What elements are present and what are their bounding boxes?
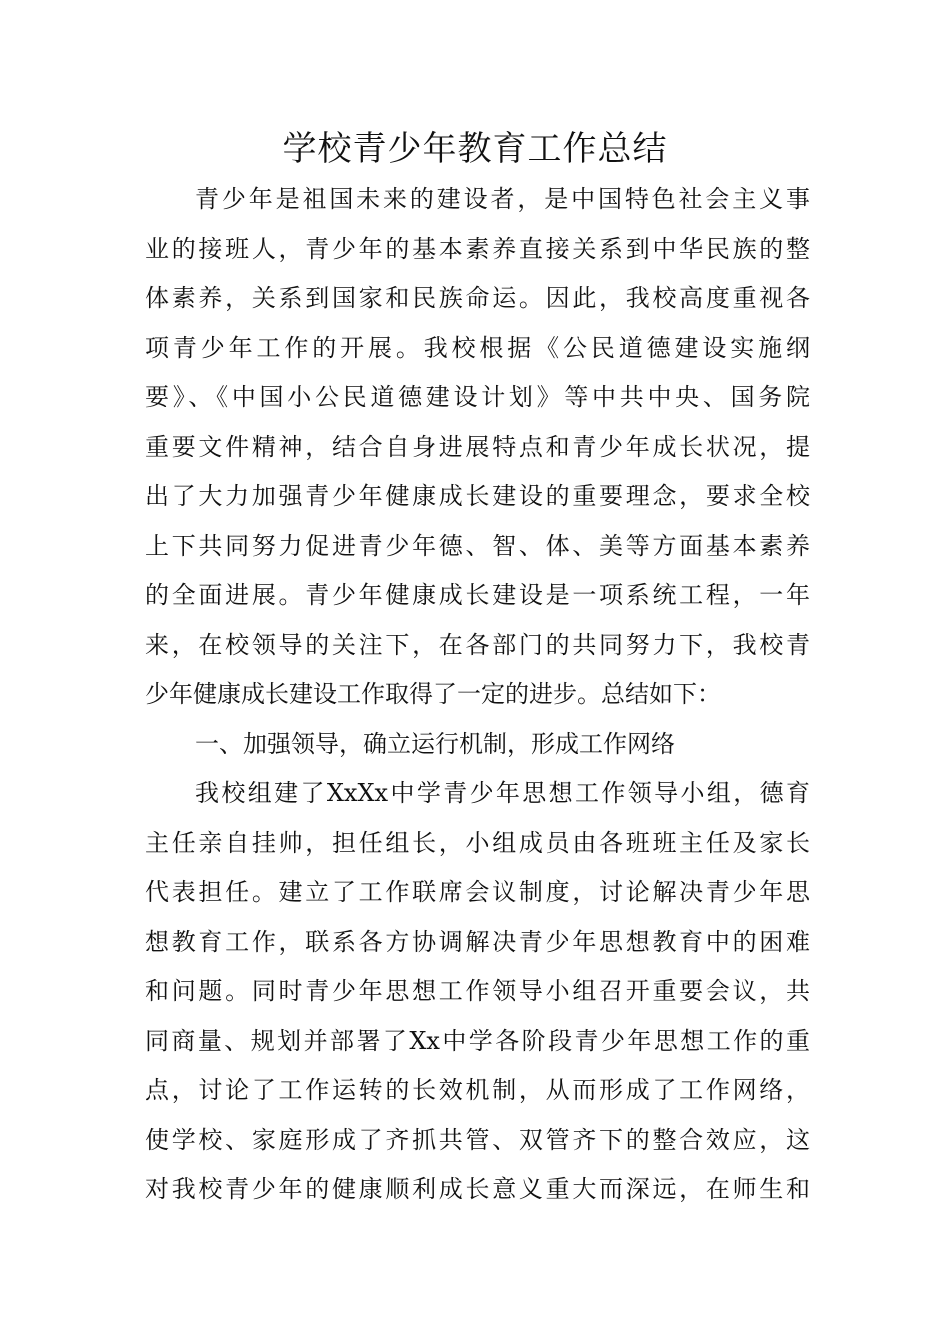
body-line: 我校组建了XxXx中学青少年思想工作领导小组，德育 [195, 779, 810, 807]
body-line: 想教育工作，联系各方协调解决青少年思想教育中的困难 [145, 927, 810, 956]
body-line: 点，讨论了工作运转的长效机制，从而形成了工作网络， [145, 1076, 810, 1104]
body-line: 青少年是祖国未来的建设者，是中国特色社会主义事 [195, 185, 810, 213]
body-line: 代表担任。建立了工作联席会议制度，讨论解决青少年思 [145, 878, 810, 906]
body-line: 上下共同努力促进青少年德、智、体、美等方面基本素养 [145, 531, 810, 560]
document-title: 学校青少年教育工作总结 [282, 129, 668, 169]
body-line: 项青少年工作的开展。我校根据《公民道德建设实施纲 [145, 333, 810, 362]
body-line: 重要文件精神，结合自身进展特点和青少年成长状况，提 [145, 432, 810, 461]
body-line: 业的接班人，青少年的基本素养直接关系到中华民族的整 [145, 234, 810, 263]
body-line: 出了大力加强青少年健康成长建设的重要理念，要求全校 [145, 482, 810, 510]
body-line: 的全面进展。青少年健康成长建设是一项系统工程，一年 [145, 581, 810, 609]
body-line: 对我校青少年的健康顺利成长意义重大而深远，在师生和 [145, 1175, 810, 1203]
body-line: 和问题。同时青少年思想工作领导小组召开重要会议，共 [145, 977, 810, 1005]
body-line: 使学校、家庭形成了齐抓共管、双管齐下的整合效应，这 [145, 1125, 810, 1154]
body-line: 同商量、规划并部署了Xx中学各阶段青少年思想工作的重 [145, 1026, 810, 1055]
body-line: 要》、《中国小公民道德建设计划》等中共中央、国务院 [145, 383, 810, 411]
body-line: 体素养，关系到国家和民族命运。因此，我校高度重视各 [145, 284, 810, 312]
body-line: 少年健康成长建设工作取得了一定的进步。总结如下： [145, 680, 721, 708]
section-heading: 一、加强领导，确立运行机制，形成工作网络 [195, 729, 675, 758]
body-line: 来，在校领导的关注下，在各部门的共同努力下，我校青 [145, 630, 810, 659]
document-body [145, 175, 810, 1215]
body-line: 主任亲自挂帅，担任组长，小组成员由各班班主任及家长 [145, 828, 810, 857]
